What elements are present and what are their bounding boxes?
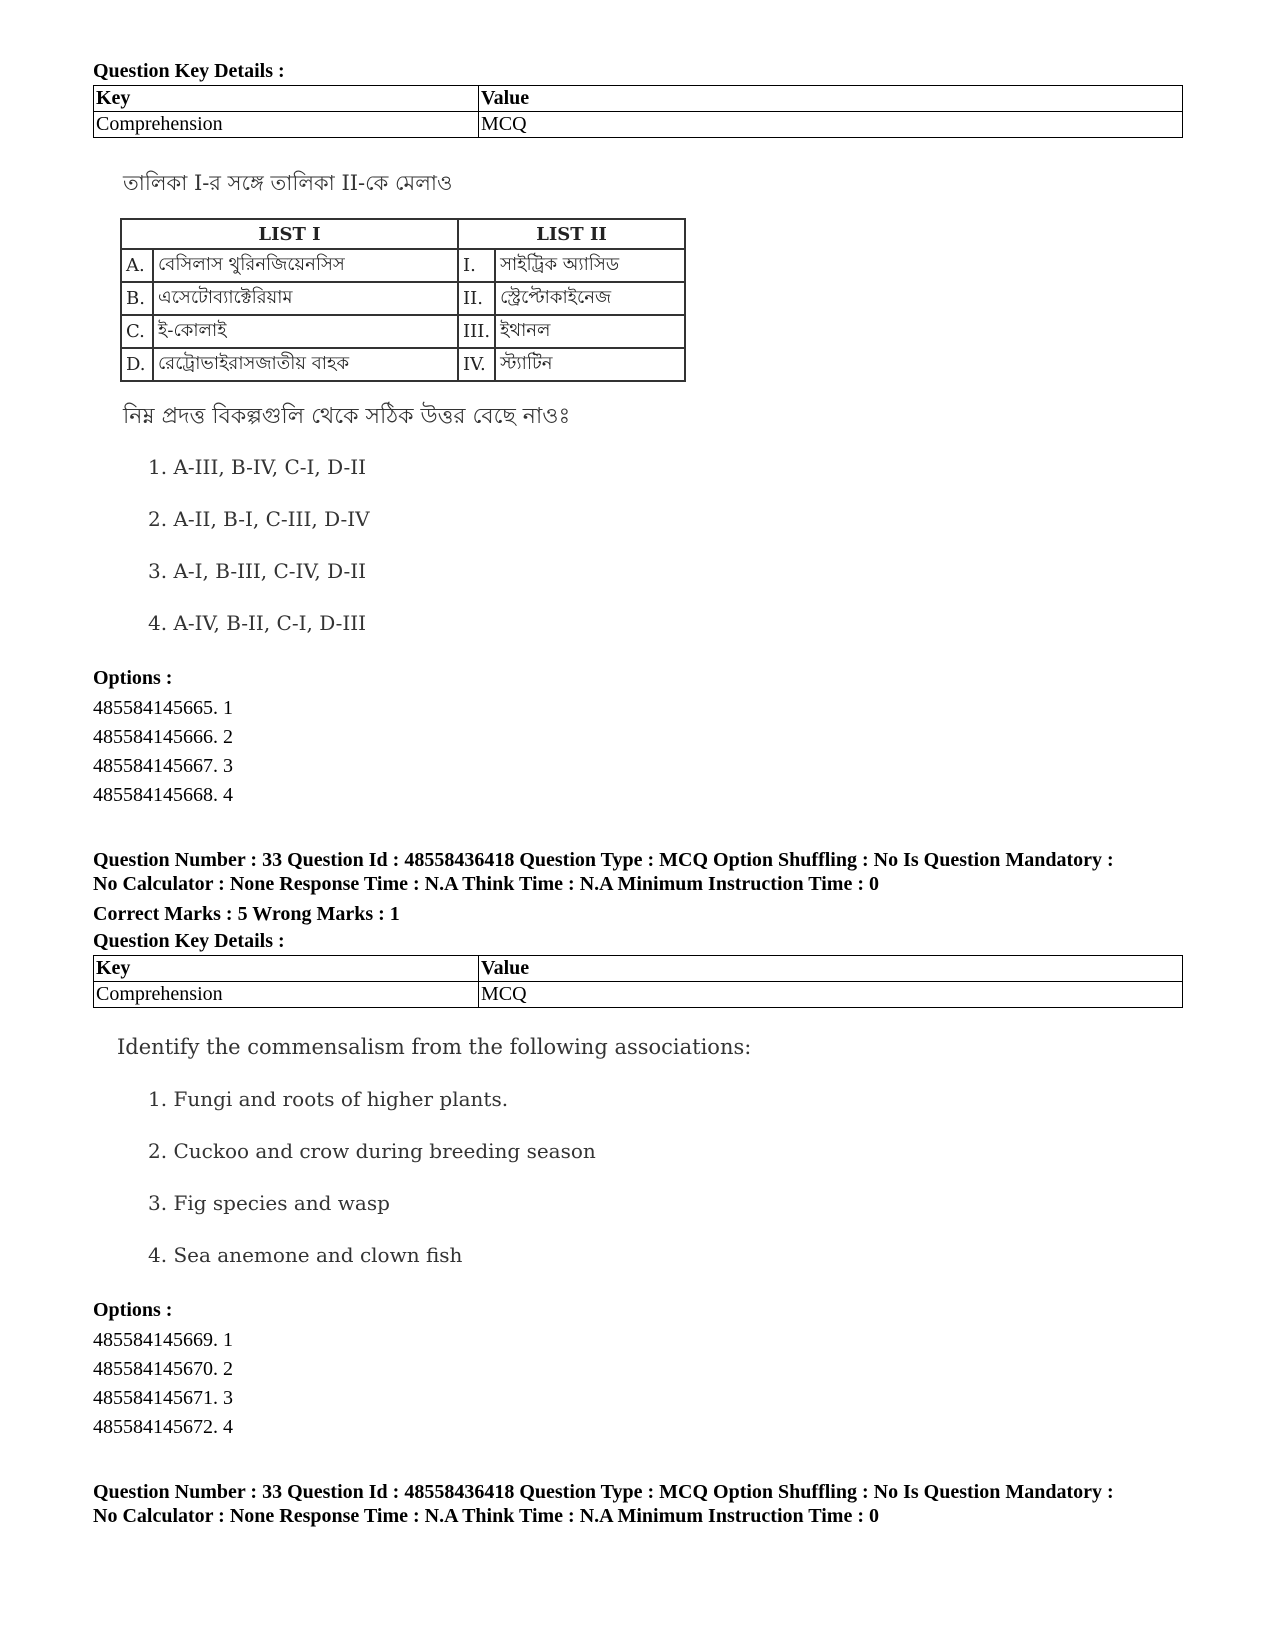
table-cell-value: MCQ: [479, 982, 1183, 1008]
list2-label: IV.: [458, 348, 495, 381]
option-item: 485584145665. 1: [93, 697, 233, 719]
question-header-line: Question Number : 33 Question Id : 48558436418 Question Type : MCQ Option Shuffling : No Is Question Mandatory :: [93, 1481, 1114, 1503]
question-prompt: Identify the commensalism from the following associations:: [117, 1035, 752, 1059]
table-row: [121, 348, 685, 381]
question-header-line: Question Number : 33 Question Id : 48558436418 Question Type : MCQ Option Shuffling : No Is Question Mandatory :: [93, 849, 1114, 871]
list1-label: A.: [121, 249, 153, 282]
choice-item: 4. A-IV, B-II, C-I, D-III: [148, 611, 367, 635]
table-header-key: Key: [94, 956, 479, 982]
list2-label: II.: [458, 282, 495, 315]
key-value-table: [93, 85, 1183, 138]
list1-item: রেট্রোভাইরাসজাতীয় বাহক: [153, 348, 458, 381]
list2-item: ইথানল: [495, 315, 685, 348]
list1-label: D.: [121, 348, 153, 381]
table-row: [121, 282, 685, 315]
list2-item: সাইট্রিক অ্যাসিড: [495, 249, 685, 282]
list2-label: III.: [458, 315, 495, 348]
list2-label: I.: [458, 249, 495, 282]
option-item: 485584145671. 3: [93, 1387, 233, 1409]
list1-label: B.: [121, 282, 153, 315]
list2-item: স্ট্রেপ্টোকাইনেজ: [495, 282, 685, 315]
option-item: 485584145672. 4: [93, 1416, 233, 1438]
choice-item: 2. Cuckoo and crow during breeding season: [148, 1139, 596, 1163]
list2-header: LIST II: [458, 219, 685, 249]
key-details-label: Question Key Details :: [93, 930, 285, 952]
choice-item: 4. Sea anemone and clown fish: [148, 1243, 463, 1267]
marks-line: Correct Marks : 5 Wrong Marks : 1: [93, 903, 400, 925]
option-item: 485584145668. 4: [93, 784, 233, 806]
choice-item: 1. A-III, B-IV, C-I, D-II: [148, 455, 367, 479]
question-header-line: No Calculator : None Response Time : N.A Think Time : N.A Minimum Instruction Time : 0: [93, 1505, 879, 1527]
table-cell-key: Comprehension: [94, 982, 479, 1008]
table-header-key: Key: [94, 86, 479, 112]
table-cell-value: MCQ: [479, 112, 1183, 138]
list1-item: ই-কোলাই: [153, 315, 458, 348]
table-cell-key: Comprehension: [94, 112, 479, 138]
question-header-line: No Calculator : None Response Time : N.A Think Time : N.A Minimum Instruction Time : 0: [93, 873, 879, 895]
option-item: 485584145670. 2: [93, 1358, 233, 1380]
choice-item: 2. A-II, B-I, C-III, D-IV: [148, 507, 370, 531]
option-item: 485584145666. 2: [93, 726, 233, 748]
table-header-value: Value: [479, 86, 1183, 112]
option-item: 485584145667. 3: [93, 755, 233, 777]
options-label: Options :: [93, 667, 173, 689]
options-label: Options :: [93, 1299, 173, 1321]
choice-item: 3. A-I, B-III, C-IV, D-II: [148, 559, 367, 583]
question-image: [93, 168, 1183, 638]
table-header-value: Value: [479, 956, 1183, 982]
question-prompt: তালিকা I-র সঙ্গে তালিকা II-কে মেলাও: [123, 171, 453, 195]
choice-item: 1. Fungi and roots of higher plants.: [148, 1087, 509, 1111]
option-item: 485584145669. 1: [93, 1329, 233, 1351]
table-row: [121, 315, 685, 348]
choice-item: 3. Fig species and wasp: [148, 1191, 390, 1215]
list1-header: LIST I: [121, 219, 458, 249]
list1-item: বেসিলাস থুরিনজিয়েনসিস: [153, 249, 458, 282]
key-details-label: Question Key Details :: [93, 60, 285, 82]
list2-item: স্ট্যাটিন: [495, 348, 685, 381]
key-value-table: [93, 955, 1183, 1008]
list1-item: এসেটোব্যাক্টেরিয়াম: [153, 282, 458, 315]
question-image: [93, 1032, 1183, 1270]
match-table: [120, 218, 686, 382]
question-instruction: নিম্ন প্রদত্ত বিকল্পগুলি থেকে সঠিক উত্তর বেছে নাওঃ: [123, 404, 571, 429]
list1-label: C.: [121, 315, 153, 348]
document-page: [93, 58, 1183, 1528]
table-row: [121, 249, 685, 282]
